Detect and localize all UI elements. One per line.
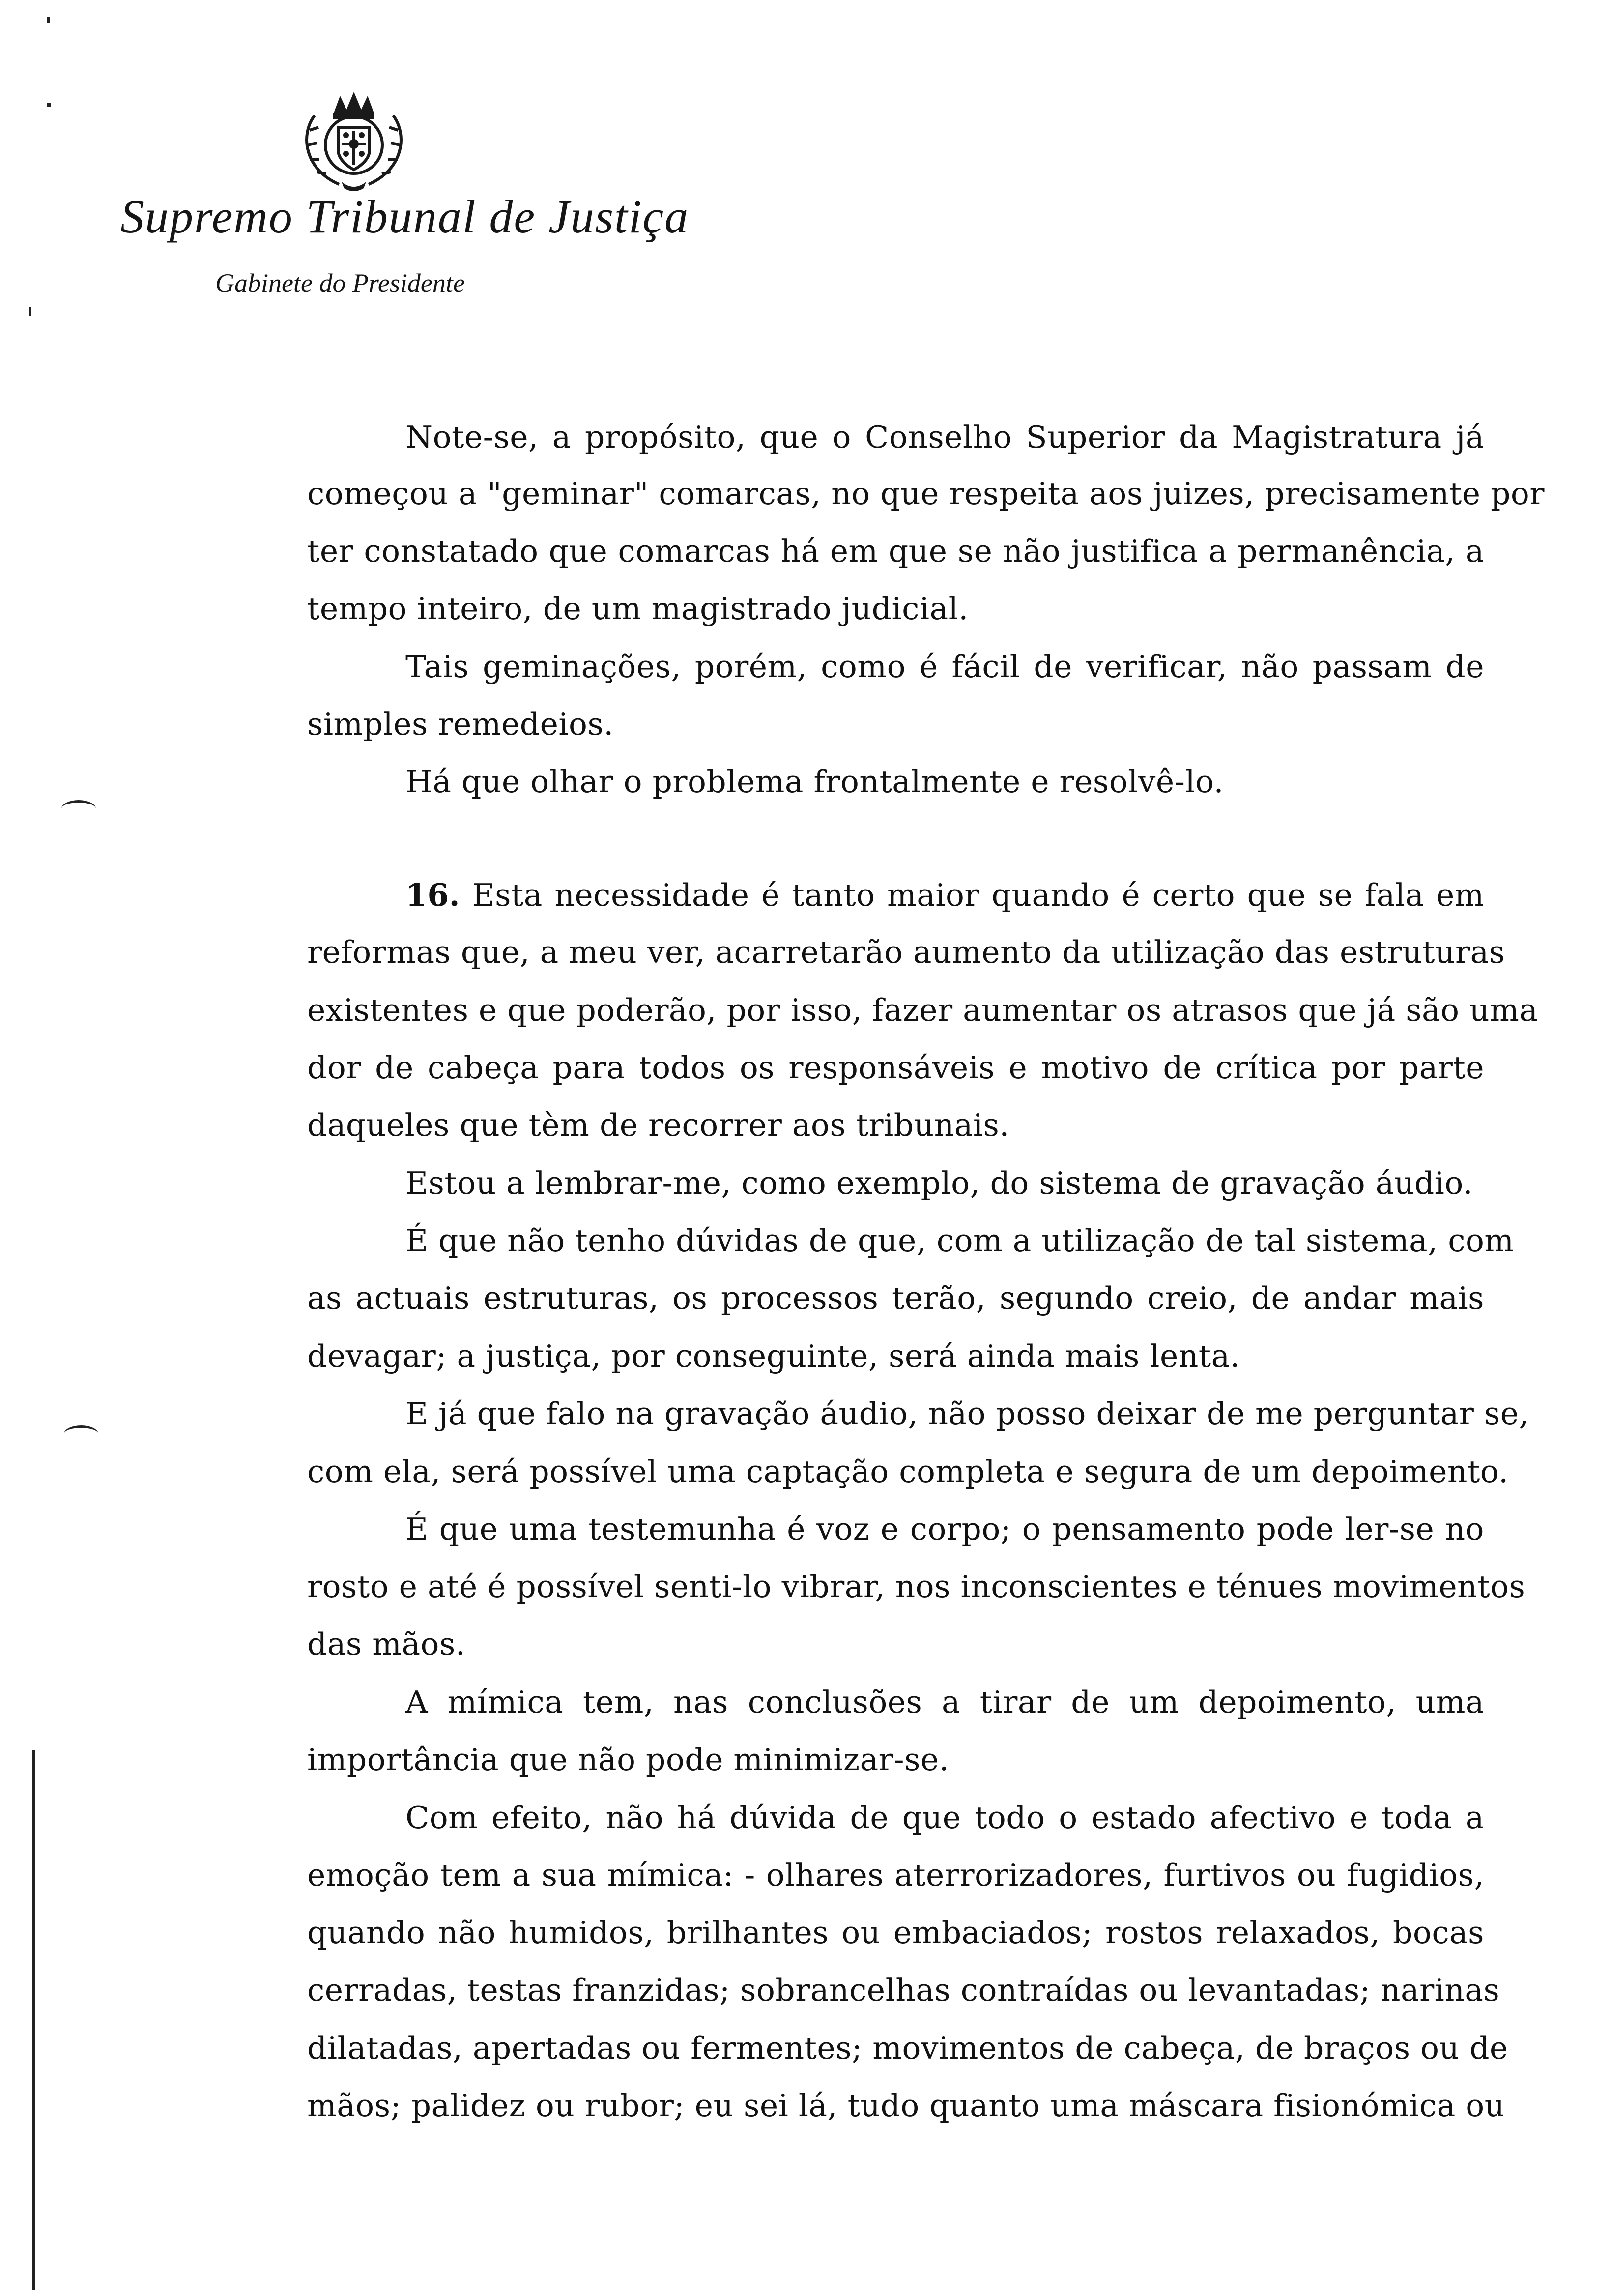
text-line: começou a "geminar" comarcas, no que respeita aos juizes, precisamente por — [307, 476, 1545, 512]
section-number: 16. — [405, 877, 461, 913]
text-line: É que não tenho dúvidas de que, com a utilização de tal sistema, com — [405, 1223, 1514, 1259]
scan-mark — [47, 103, 51, 107]
text-line: reformas que, a meu ver, acarretarão aumento da utilização das estruturas — [307, 934, 1505, 970]
scan-mark — [47, 17, 50, 23]
section-16-first-line — [405, 875, 1484, 915]
text-line: as actuais estruturas, os processos terão, segundo creio, de andar mais — [307, 1280, 1484, 1316]
coat-of-arms-icon — [295, 86, 413, 194]
text-line: com ela, será possível uma captação completa e segura de um depoimento. — [307, 1454, 1509, 1490]
text-line: Há que olhar o problema frontalmente e resolvê-lo. — [405, 764, 1224, 800]
text-line: tempo inteiro, de um magistrado judicial. — [307, 591, 969, 627]
text-line: ter constatado que comarcas há em que se não justifica a permanência, a — [307, 533, 1484, 569]
text-line: É que uma testemunha é voz e corpo; o pensamento pode ler-se no — [405, 1511, 1484, 1547]
text-line: das mãos. — [307, 1626, 466, 1662]
margin-line-mark — [32, 1750, 35, 2290]
court-name: Supremo Tribunal de Justiça — [120, 190, 690, 243]
text-line: rosto e até é possível senti-lo vibrar, nos inconscientes e ténues movimentos — [307, 1569, 1526, 1605]
text-line: quando não humidos, brilhantes ou embaciados; rostos relaxados, bocas — [307, 1915, 1484, 1951]
text-line: Esta necessidade é tanto maior quando é certo que se fala em — [472, 877, 1485, 913]
punch-hole-mark — [61, 800, 96, 817]
text-line: Com efeito, não há dúvida de que todo o estado afectivo e toda a — [405, 1800, 1484, 1836]
text-line: emoção tem a sua mímica: - olhares aterrorizadores, furtivos ou fugidios, — [307, 1857, 1484, 1893]
punch-hole-mark — [64, 1425, 98, 1442]
text-line: daqueles que tèm de recorrer aos tribunais. — [307, 1107, 1009, 1143]
text-line: cerradas, testas franzidas; sobrancelhas contraídas ou levantadas; narinas — [307, 1972, 1500, 2008]
text-line: dor de cabeça para todos os responsáveis e motivo de crítica por parte — [307, 1050, 1484, 1086]
text-line: mãos; palidez ou rubor; eu sei lá, tudo quanto uma máscara fisionómica ou — [307, 2088, 1505, 2124]
text-line: dilatadas, apertadas ou fermentes; movimentos de cabeça, de braços ou de — [307, 2030, 1508, 2066]
text-line: devagar; a justiça, por conseguinte, será ainda mais lenta. — [307, 1338, 1240, 1374]
text-line: Tais geminações, porém, como é fácil de verificar, não passam de — [405, 649, 1484, 685]
text-line: E já que falo na gravação áudio, não posso deixar de me perguntar se, — [405, 1396, 1529, 1432]
scan-mark — [29, 307, 31, 316]
office-name: Gabinete do Presidente — [215, 268, 465, 298]
text-line: importância que não pode minimizar-se. — [307, 1742, 950, 1778]
text-line: Estou a lembrar-me, como exemplo, do sistema de gravação áudio. — [405, 1165, 1473, 1201]
text-line: A mímica tem, nas conclusões a tirar de um depoimento, uma — [405, 1684, 1484, 1720]
text-line: Note-se, a propósito, que o Conselho Superior da Magistratura já — [405, 419, 1484, 455]
text-line: existentes e que poderão, por isso, fazer aumentar os atrasos que já são uma — [307, 992, 1538, 1028]
text-line: simples remedeios. — [307, 706, 614, 742]
